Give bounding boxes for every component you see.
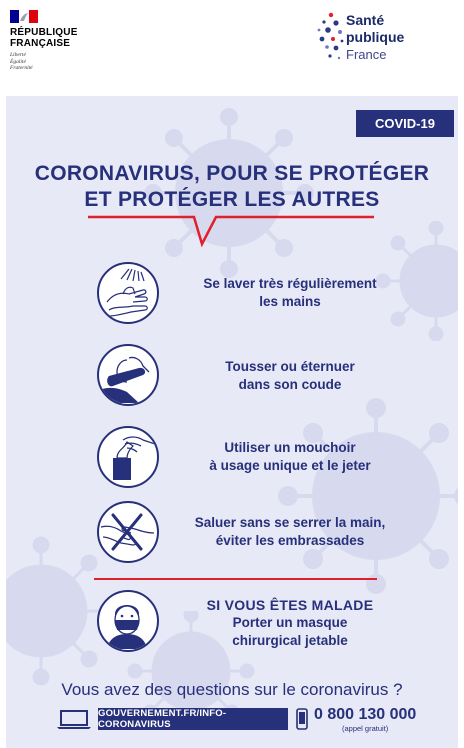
section-divider <box>94 578 377 580</box>
agency-name-line2: publique <box>346 29 405 45</box>
laptop-icon <box>56 710 92 730</box>
no-handshake-icon <box>97 501 159 563</box>
motto <box>10 52 78 72</box>
rule-2-line2: dans son coude <box>238 377 342 392</box>
rule-1-line1: Se laver très régulièrement <box>203 276 377 291</box>
poster-title-line1: CORONAVIRUS, POUR SE PROTÉGER <box>34 162 430 185</box>
motto-fraternite: Fraternité <box>10 65 33 71</box>
hotline-number[interactable]: 0 800 130 000 <box>314 706 417 723</box>
info-website-link[interactable]: GOUVERNEMENT.FR/INFO-CORONAVIRUS <box>98 708 288 730</box>
tissue-icon <box>97 426 159 488</box>
rule-3-text <box>170 439 410 475</box>
poster-panel <box>6 96 458 748</box>
rule-4-line1: Saluer sans se serrer la main, <box>194 515 386 530</box>
poster-title-line2: ET PROTÉGER LES AUTRES <box>84 188 380 211</box>
agency-name-line3: France <box>346 47 387 62</box>
smartphone-icon <box>296 708 308 730</box>
sick-line2: chirurgical jetable <box>232 633 348 648</box>
republique-name-line1: RÉPUBLIQUE <box>10 27 78 38</box>
hotline-note: (appel gratuit) <box>342 724 389 733</box>
speech-bubble-underline-icon <box>86 210 376 250</box>
sante-publique-france-logo <box>316 8 456 78</box>
rule-2-text <box>170 358 410 394</box>
rule-4-text <box>170 514 410 550</box>
rule-2-line1: Tousser ou éternuer <box>225 359 355 374</box>
rule-1-line2: les mains <box>259 294 321 309</box>
questions-prompt: Vous avez des questions sur le coronavirus ? <box>61 680 403 699</box>
agency-name-line1: Santé <box>346 12 385 28</box>
contact-row <box>56 708 456 734</box>
virus-background-icon <box>276 396 458 596</box>
spf-dots-icon <box>316 8 346 68</box>
sick-text <box>170 596 410 650</box>
republique-name-line2: FRANÇAISE <box>10 38 71 49</box>
hand-washing-icon <box>97 262 159 324</box>
rule-3-line2: à usage unique et le jeter <box>209 458 371 473</box>
rule-3-line1: Utiliser un mouchoir <box>224 440 356 455</box>
elbow-cough-icon <box>97 344 159 406</box>
rule-4-line2: éviter les embrassades <box>215 533 365 548</box>
sick-heading: SI VOUS ÊTES MALADE <box>206 597 374 613</box>
covid-badge: COVID-19 <box>356 110 454 137</box>
mask-icon <box>97 590 159 652</box>
header <box>0 0 464 96</box>
sick-line1: Porter un masque <box>232 615 348 630</box>
motto-liberte: Liberté <box>10 52 26 58</box>
marianne-flag-icon <box>10 10 38 23</box>
motto-egalite: Égalité <box>10 58 26 65</box>
rule-1-text <box>170 275 410 311</box>
republique-francaise-logo <box>10 10 78 72</box>
